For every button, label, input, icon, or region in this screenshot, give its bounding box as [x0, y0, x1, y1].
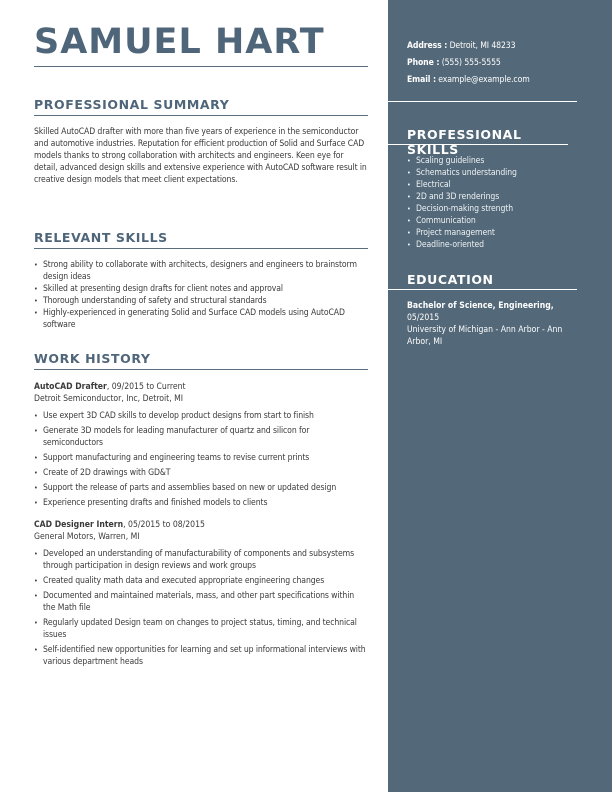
- divider: [388, 289, 577, 290]
- school: University of Michigan - Ann Arbor - Ann Arbor, MI: [407, 325, 563, 347]
- divider: [388, 101, 577, 102]
- job-duties: [34, 410, 368, 509]
- candidate-name: SAMUEL HART: [34, 22, 325, 62]
- job-dates: , 05/2015 to 08/2015: [123, 520, 205, 530]
- company: General Motors, Warren, MI: [34, 532, 140, 542]
- job-title: AutoCAD Drafter: [34, 382, 107, 392]
- divider: [34, 248, 368, 249]
- divider: [388, 144, 568, 145]
- section-heading: EDUCATION: [407, 272, 494, 287]
- skill-item: • Project management: [407, 227, 517, 239]
- skill-item: • Scaling guidelines: [407, 155, 517, 167]
- job-entry: [34, 519, 368, 668]
- phone-label: Phone :: [407, 58, 440, 68]
- relevant-skills-list: [34, 259, 368, 331]
- section-heading: PROFESSIONAL SKILLS: [407, 127, 522, 157]
- skill-item: • Thorough understanding of safety and structural standards: [34, 295, 368, 307]
- sidebar: [388, 0, 612, 792]
- section-heading: WORK HISTORY: [34, 351, 151, 366]
- divider: [34, 66, 368, 67]
- summary-text: Skilled AutoCAD drafter with more than five years of experience in the semiconductor and automotive industries. Reputation for efficient production of Solid and Surface CAD models thanks to strong collaboration with architects and engineers. Keen eye for detail, advanced design skills and extensive experience with AutoCAD software result in creative design models that meet client expectations.: [34, 127, 367, 185]
- skill-item: • Communication: [407, 215, 517, 227]
- email[interactable]: example@example.com: [438, 75, 530, 85]
- company: Detroit Semiconductor, Inc, Detroit, MI: [34, 394, 184, 404]
- duty-item: • Experience presenting drafts and finished models to clients: [34, 497, 368, 509]
- skill-item: • Skilled at presenting design drafts for client notes and approval: [34, 283, 368, 295]
- divider: [34, 115, 368, 116]
- skill-item: • Electrical: [407, 179, 517, 191]
- duty-item: • Generate 3D models for leading manufacturer of quartz and silicon for semiconductors: [34, 425, 368, 449]
- duty-item: • Create of 2D drawings with GD&T: [34, 467, 368, 479]
- duty-item: • Documented and maintained materials, mass, and other part specifications within the Math file: [34, 590, 368, 614]
- duty-item: • Created quality math data and executed appropriate engineering changes: [34, 575, 368, 587]
- skill-item: • 2D and 3D renderings: [407, 191, 517, 203]
- duty-item: • Use expert 3D CAD skills to develop product designs from start to finish: [34, 410, 368, 422]
- divider: [34, 369, 368, 370]
- summary-section: [34, 97, 368, 186]
- relevant-skills-section: [34, 230, 368, 331]
- degree: Bachelor of Science, Engineering,: [407, 301, 554, 311]
- section-heading: PROFESSIONAL SUMMARY: [34, 97, 230, 112]
- duty-item: • Support the release of parts and assemblies based on new or updated design: [34, 482, 368, 494]
- skill-item: • Schematics understanding: [407, 167, 517, 179]
- job-dates: , 09/2015 to Current: [106, 382, 186, 392]
- phone: (555) 555-5555: [441, 58, 501, 68]
- skill-item: • Strong ability to collaborate with architects, designers and engineers to brainstorm design ideas: [34, 259, 368, 283]
- job-duties: [34, 548, 368, 668]
- skill-item: • Decision-making strength: [407, 203, 517, 215]
- professional-skills-list: [407, 155, 517, 251]
- skill-item: • Deadline-oriented: [407, 239, 517, 251]
- skill-item: • Highly-experienced in generating Solid and Surface CAD models using AutoCAD software: [34, 307, 368, 331]
- address-label: Address :: [407, 41, 448, 51]
- education-entry: [407, 300, 577, 348]
- duty-item: • Regularly updated Design team on changes to project status, timing, and technical issues: [34, 617, 368, 641]
- professional-skills-section: [407, 127, 577, 157]
- job-entry: [34, 381, 368, 509]
- duty-item: • Self-identified new opportunities for learning and set up informational interviews with various department heads: [34, 644, 368, 668]
- work-history-section: [34, 351, 368, 678]
- address: Detroit, MI 48233: [449, 41, 516, 51]
- contact-info: [407, 38, 530, 89]
- graduation-date: 05/2015: [407, 313, 440, 323]
- duty-item: • Developed an understanding of manufacturability of components and subsystems through participation in design reviews and work groups: [34, 548, 368, 572]
- duty-item: • Support manufacturing and engineering teams to revise current prints: [34, 452, 368, 464]
- section-heading: RELEVANT SKILLS: [34, 230, 168, 245]
- job-title: CAD Designer Intern: [34, 520, 124, 530]
- email-label: Email :: [407, 75, 436, 85]
